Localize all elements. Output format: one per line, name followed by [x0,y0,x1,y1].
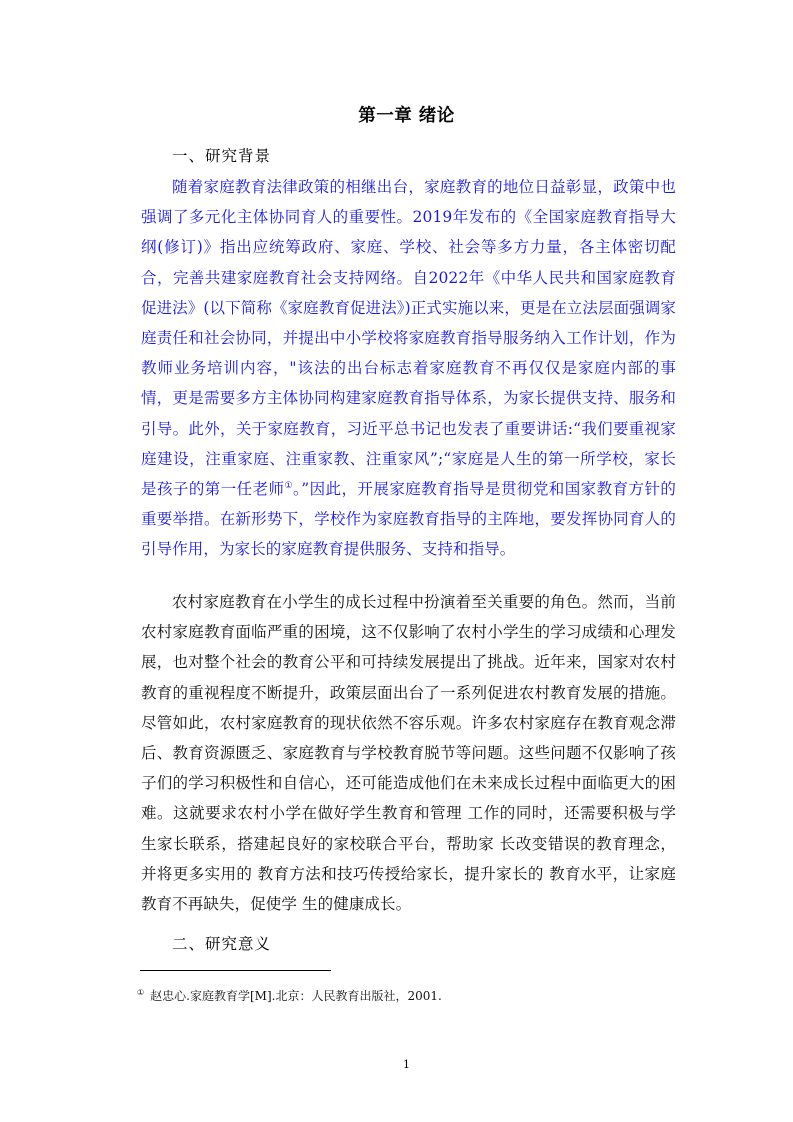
footnote-divider [140,970,331,971]
footnote-mark: ① [137,988,145,997]
footnote-text: 赵忠心.家庭教育学[M].北京：人民教育出版社，2001. [150,989,442,1003]
chapter-title: 第一章 绪论 [358,106,455,126]
paragraph-policy-text-a: 随着家庭教育法律政策的相继出台，家庭教育的地位日益彰显，政策中也强调了多元化主体协同育人的重要性。2019年发布的《全国家庭教育指导大纲(修订)》指出应统筹政府、家庭、学校、社会等多方力量，各主体密切配合，完善共建家庭教育社会支持网络。自2022年《中华人民共和国家庭教育促进法》(以下简称《家庭教育促进法》)正式实施以来，更是在立法层面强调家庭责任和社会协同，并提出中小学校将家庭教育指导服务纳入工作计划，作为教师业务培训内容，"该法的出台标志着家庭教育不再仅仅是家庭内部的事情，更是需要多方主体协同构建家庭教育指导体系，为家长提供支持、服务和引导。此外，关于家庭教育，习近平总书记也发表了重要讲话:“我们要重视家庭建设，注重家庭、注重家教、注重家风”;“家庭是人生的第一所学校，家长是孩子的第一任老师 [141,178,676,499]
footnote-reference-mark[interactable]: ① [284,480,294,491]
paragraph-policy-background [141,172,676,565]
footnote [137,988,442,1004]
paragraph-policy-text-b: 。”因此，开展家庭教育指导是贯彻党和国家教育方针的重要举措。在新形势下，学校作为家庭教育指导的主阵地，要发挥协同育人的引导作用，为家长的家庭教育提供服务、支持和指导。 [141,480,676,559]
section-heading-significance: 二、研究意义 [172,935,272,953]
paragraph-rural-education: 农村家庭教育在小学生的成长过程中扮演着至关重要的角色。然而，当前农村家庭教育面临严重的困境，这不仅影响了农村小学生的学习成绩和心理发展，也对整个社会的教育公平和可持续发展提出了挑战。近年来，国家对农村教育的重视程度不断提升，政策层面出台了一系列促进农村教育发展的措施。尽管如此，农村家庭教育的现状依然不容乐观。许多农村家庭存在教育观念滞后、教育资源匮乏、家庭教育与学校教育脱节等问题。这些问题不仅影响了孩子们的学习积极性和自信心，还可能造成他们在未来成长过程中面临更大的困难。这就要求农村小学在做好学生教育和管理 工作的同时，还需要积极与学生家长联系，搭建起良好的家校联合平台，帮助家 长改变错误的教育理念，并将更多实用的 教育方法和技巧传授给家长，提升家长的 教育水平，让家庭教育不再缺失，促使学 生的健康成长。 [141,593,676,914]
page-number: 1 [403,1058,410,1071]
section-heading-background: 一、研究背景 [172,147,272,165]
